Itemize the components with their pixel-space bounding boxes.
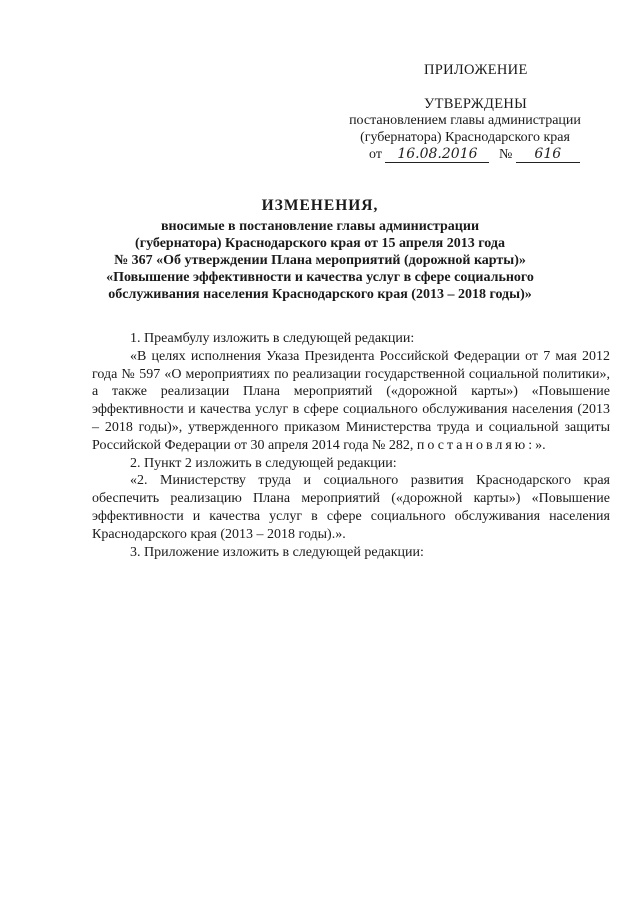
title-line-1: вносимые в постановление главы администрации [160, 219, 480, 234]
paragraph-2-text: «В целях исполнения Указа Президента Российской Федерации от 7 мая 2012 года № 597 «О мероприятиях по реализации государственной социальной политики», а также реализации Плана мероприятий («дорожной карты») «Повышение эффективности и качества услуг в сфере социального обслуживания населения (2013 – 2018 годы)», утвержденного приказом Министерства труда и социальной защиты Российской Федерации от 30 апреля 2014 года № 282, [92, 348, 610, 453]
number-field [516, 147, 580, 163]
paragraph-2-end: ». [535, 437, 546, 453]
title-line-5: обслуживания населения Краснодарского края (2013 – 2018 годы)» [108, 287, 532, 302]
paragraph-2 [92, 348, 610, 455]
approved-line-1: постановлением главы администрации [349, 113, 581, 128]
title-line-4: «Повышение эффективности и качества услуг в сфере социального [106, 270, 534, 285]
paragraph-3: 2. Пункт 2 изложить в следующей редакции: [130, 455, 397, 471]
appendix-label: ПРИЛОЖЕНИЕ [424, 62, 528, 78]
document-title [40, 197, 600, 303]
title-line-2: (губернатора) Краснодарского края от 15 апреля 2013 года [135, 236, 505, 251]
approved-label: УТВЕРЖДЕНЫ [424, 96, 528, 112]
approved-by [330, 112, 600, 146]
approved-line-2: (губернатора) Краснодарского края [360, 130, 570, 145]
paragraph-2-decree: постановляю: [416, 437, 536, 453]
number-prefix: № [498, 147, 513, 162]
date-number-row [369, 147, 580, 163]
date-value: 16.08.2016 [397, 146, 478, 162]
number-value: 616 [534, 146, 562, 162]
document-body [92, 330, 610, 561]
date-field [385, 147, 489, 163]
title-main: ИЗМЕНЕНИЯ, [261, 197, 379, 214]
paragraph-1: 1. Преамбулу изложить в следующей редакции: [130, 331, 415, 346]
paragraph-5: 3. Приложение изложить в следующей редакции: [130, 544, 424, 560]
title-line-3: № 367 «Об утверждении Плана мероприятий (дорожной карты)» [114, 253, 526, 268]
paragraph-4: «2. Министерству труда и социального развития Краснодарского края обеспечить реализацию Плана мероприятий («дорожной карты») «Повышение эффективности и качества услуг в сфере социального обслуживания населения Краснодарского края (2013 – 2018 годы).». [92, 473, 610, 542]
date-prefix: от [369, 147, 382, 162]
